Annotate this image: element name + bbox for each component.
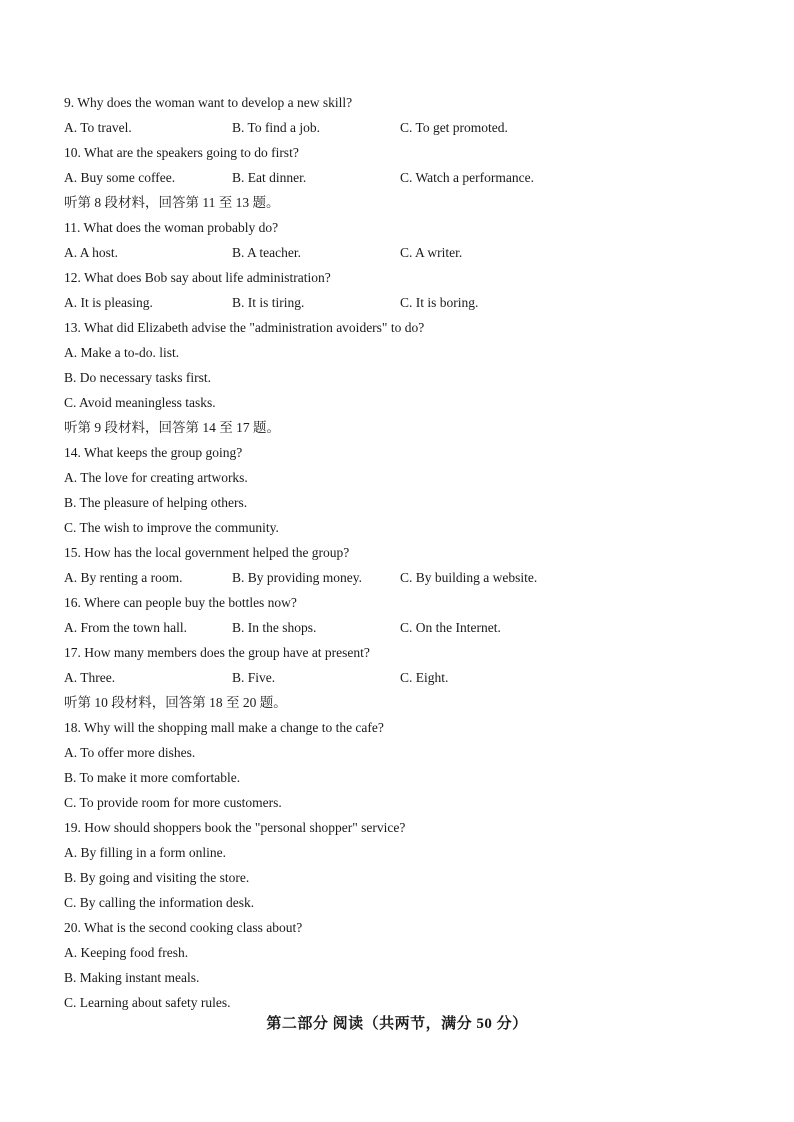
section-title: 第二部分 阅读（共两节，满分 50 分）	[266, 1016, 528, 1032]
option-b: B. It is tiring.	[232, 295, 305, 310]
instruction-passage-9: 听第 9 段材料，回答第 14 至 17 题。	[64, 420, 280, 435]
question-17-stem: 17. How many members does the group have at present?	[64, 645, 370, 660]
question-20-stem: 20. What is the second cooking class about?	[64, 920, 303, 935]
option-a: A. To travel.	[64, 120, 132, 135]
question-10-stem: 10. What are the speakers going to do first?	[64, 145, 299, 160]
option-b: B. A teacher.	[232, 245, 301, 260]
question-12-stem: 12. What does Bob say about life administration?	[64, 270, 331, 285]
option-a: A. It is pleasing.	[64, 295, 153, 310]
question-18-stem: 18. Why will the shopping mall make a change to the cafe?	[64, 720, 384, 735]
option-c: C. A writer.	[400, 245, 463, 260]
option-c: C. By calling the information desk.	[64, 895, 255, 910]
question-11-options	[64, 240, 744, 265]
question-14-stem: 14. What keeps the group going?	[64, 445, 243, 460]
question-13-stem: 13. What did Elizabeth advise the "administration avoiders" to do?	[64, 320, 425, 335]
option-a: A. Make a to-do. list.	[64, 345, 180, 360]
question-9-stem: 9. Why does the woman want to develop a new skill?	[64, 95, 353, 110]
option-c: C. Eight.	[400, 670, 449, 685]
option-b: B. By providing money.	[232, 570, 362, 585]
question-15-stem: 15. How has the local government helped the group?	[64, 545, 350, 560]
option-a: A. By renting a room.	[64, 570, 183, 585]
question-10-options	[64, 165, 744, 190]
question-17-options	[64, 665, 744, 690]
question-15-options	[64, 565, 744, 590]
option-c: C. It is boring.	[400, 295, 479, 310]
option-c: C. On the Internet.	[400, 620, 501, 635]
option-a: A. Buy some coffee.	[64, 170, 176, 185]
question-16-stem: 16. Where can people buy the bottles now?	[64, 595, 297, 610]
option-c: C. To provide room for more customers.	[64, 795, 282, 810]
option-c: C. Watch a performance.	[400, 170, 534, 185]
option-b: B. Eat dinner.	[232, 170, 307, 185]
option-b: B. In the shops.	[232, 620, 317, 635]
option-a: A. Keeping food fresh.	[64, 945, 189, 960]
option-b: B. The pleasure of helping others.	[64, 495, 248, 510]
question-12-options	[64, 290, 744, 315]
option-b: B. To make it more comfortable.	[64, 770, 241, 785]
option-c: C. To get promoted.	[400, 120, 508, 135]
option-b: B. Five.	[232, 670, 276, 685]
option-b: B. Making instant meals.	[64, 970, 200, 985]
option-b: B. Do necessary tasks first.	[64, 370, 211, 385]
instruction-passage-10: 听第 10 段材料，回答第 18 至 20 题。	[64, 695, 287, 710]
listening-questions	[64, 90, 744, 1015]
option-c: C. Learning about safety rules.	[64, 995, 231, 1010]
option-b: B. By going and visiting the store.	[64, 870, 250, 885]
option-a: A. To offer more dishes.	[64, 745, 196, 760]
option-a: A. By filling in a form online.	[64, 845, 226, 860]
question-9-options	[64, 115, 744, 140]
option-a: A. The love for creating artworks.	[64, 470, 248, 485]
instruction-passage-8: 听第 8 段材料，回答第 11 至 13 题。	[64, 195, 280, 210]
option-a: A. A host.	[64, 245, 119, 260]
option-c: C. By building a website.	[400, 570, 538, 585]
option-c: C. The wish to improve the community.	[64, 520, 279, 535]
option-a: A. From the town hall.	[64, 620, 187, 635]
question-11-stem: 11. What does the woman probably do?	[64, 220, 279, 235]
question-16-options	[64, 615, 744, 640]
question-19-stem: 19. How should shoppers book the "personal shopper" service?	[64, 820, 406, 835]
option-a: A. Three.	[64, 670, 116, 685]
option-c: C. Avoid meaningless tasks.	[64, 395, 216, 410]
option-b: B. To find a job.	[232, 120, 321, 135]
